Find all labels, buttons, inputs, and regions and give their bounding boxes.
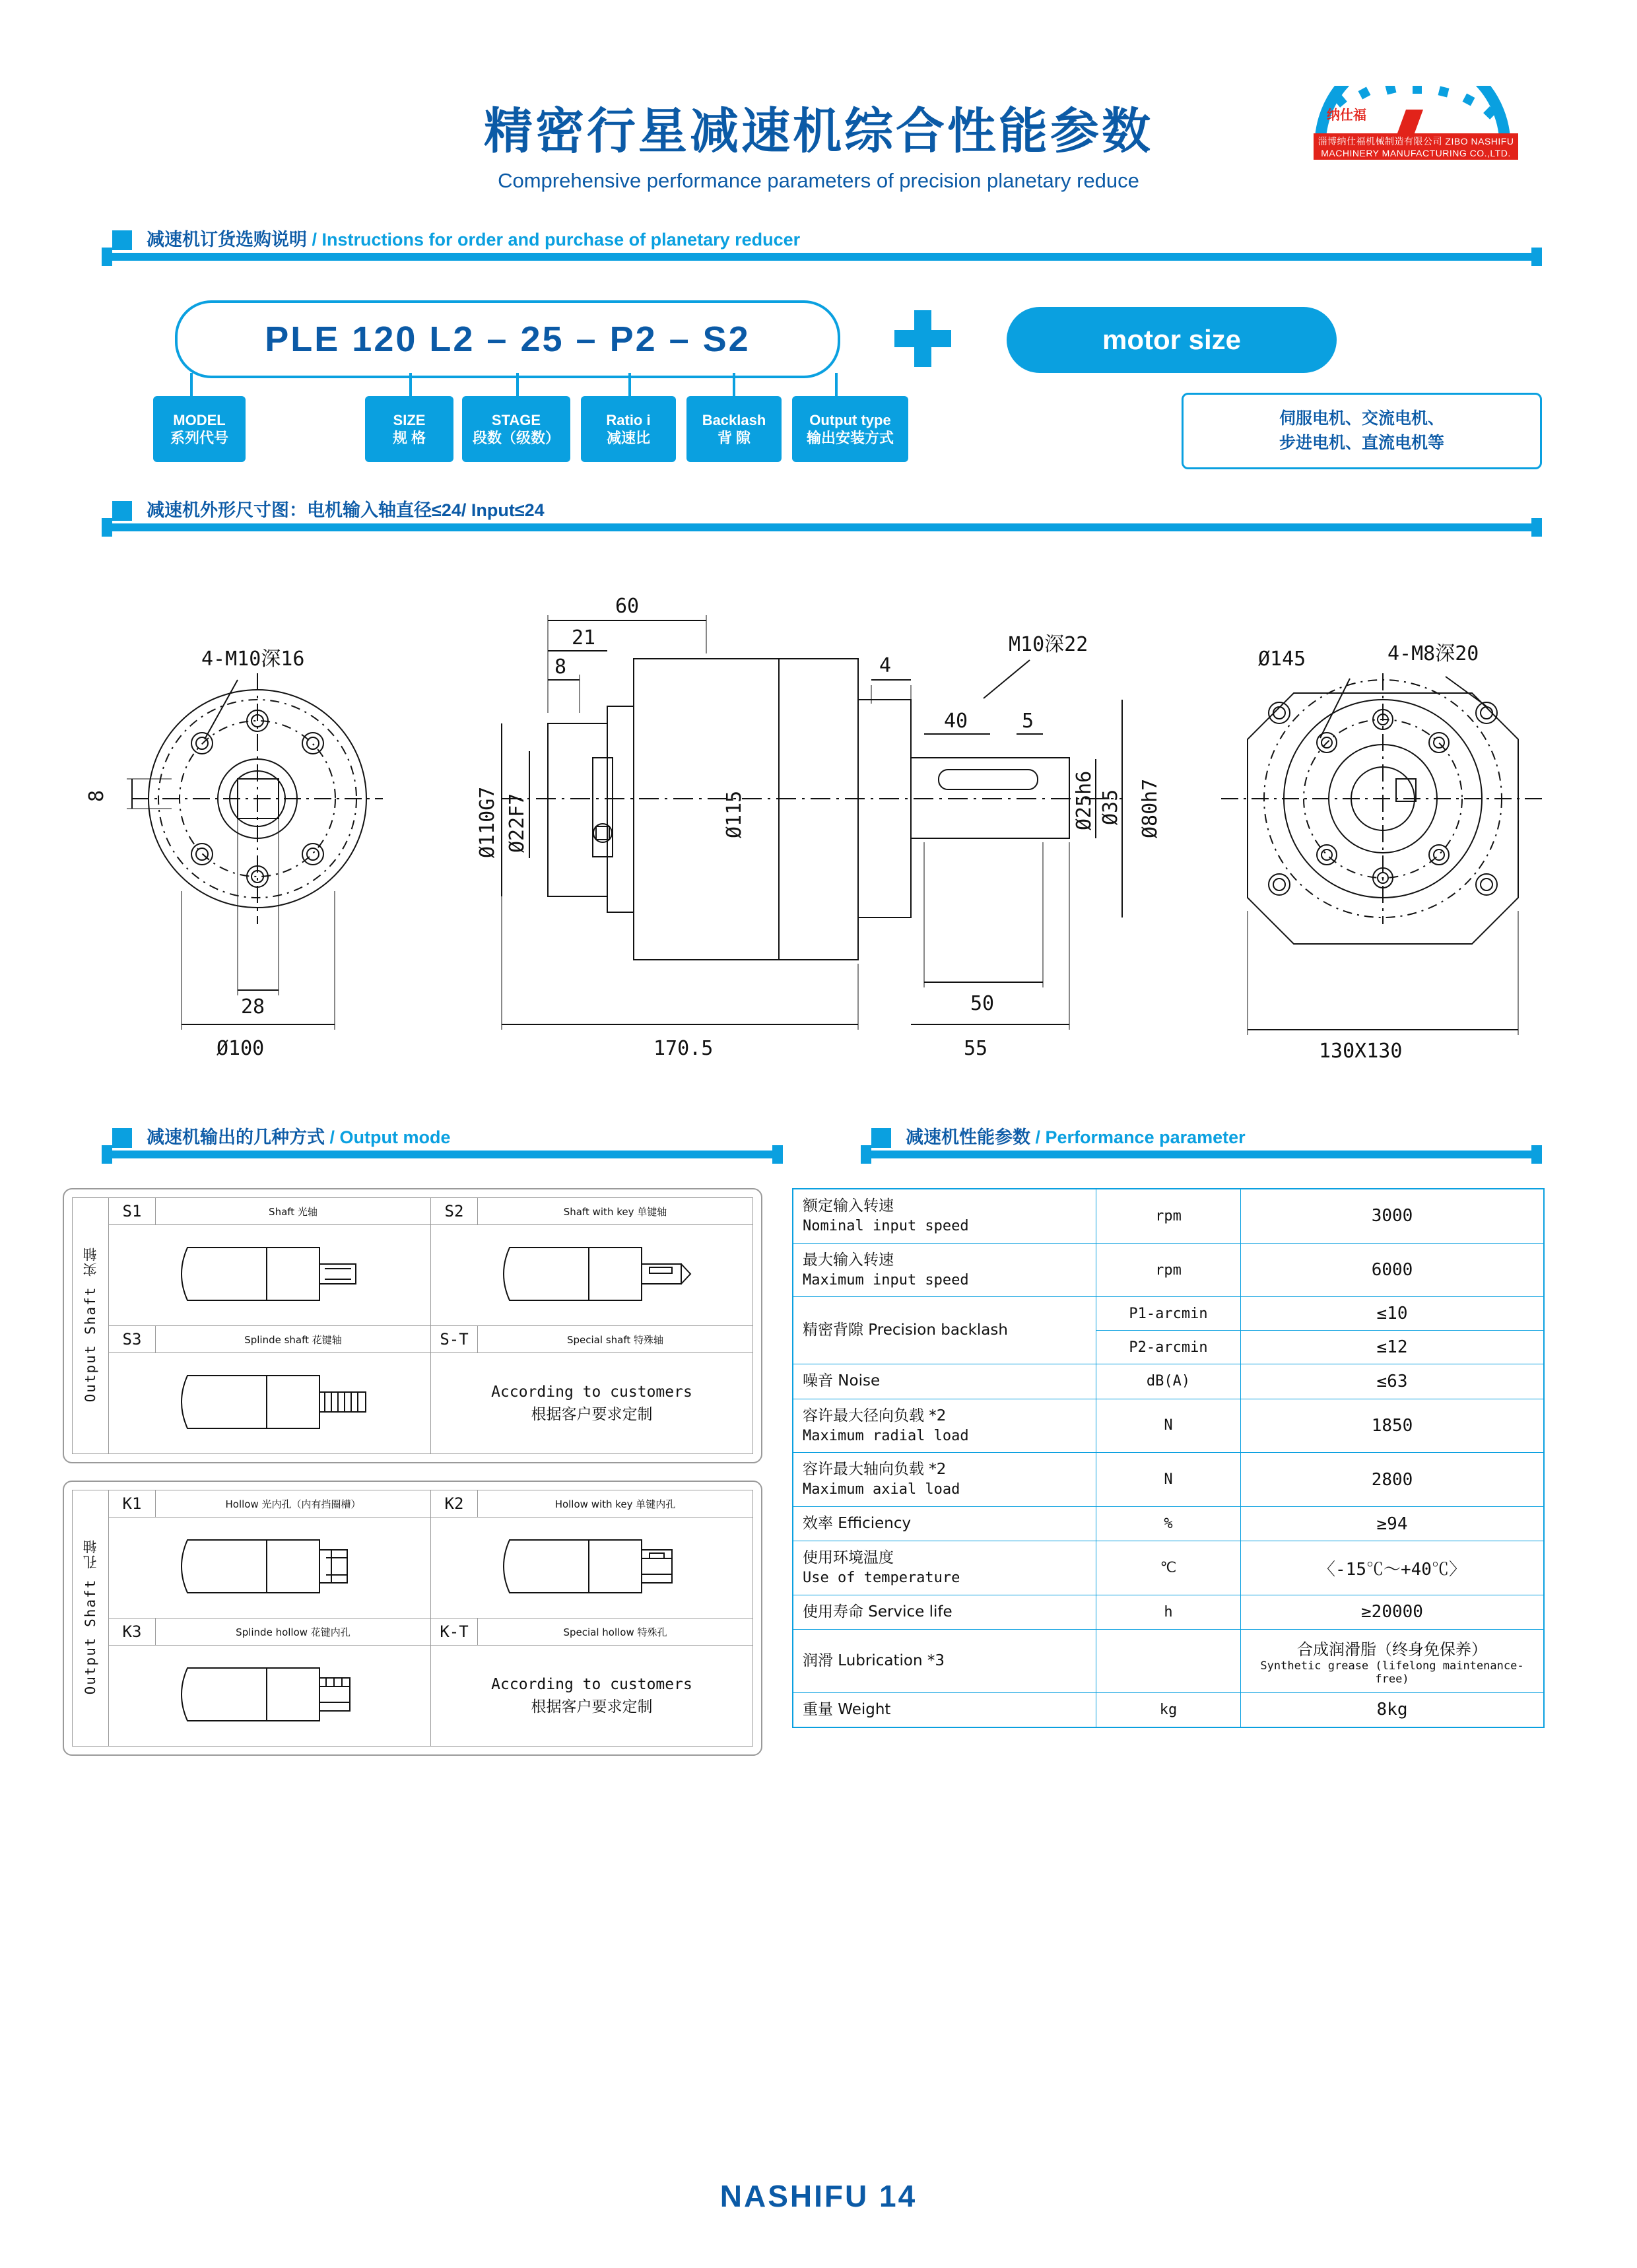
section-cap-left (861, 1145, 871, 1164)
dim-5: 5 (1022, 710, 1034, 733)
hollow-name-k1: Hollow 光内孔（内有挡圈槽） (156, 1490, 431, 1518)
perf-en-6: Maximum axial load (803, 1481, 960, 1498)
dim-8: 8 (554, 655, 567, 679)
hollow-pic-k1 (109, 1518, 431, 1618)
perf-unit-8: ℃ (1096, 1541, 1241, 1595)
motor-note: 伺服电机、交流电机、 步进电机、直流电机等 (1182, 393, 1542, 469)
output-shaft-box (63, 1188, 762, 1463)
key-25h6: Ø25h6 (1073, 770, 1096, 830)
dia-35: Ø35 (1099, 789, 1122, 825)
perf-cn-8: 使用环境温度 (803, 1549, 894, 1567)
company-logo (1307, 86, 1525, 172)
performance-table (792, 1188, 1545, 1728)
tag-line-backlash (733, 373, 735, 399)
tag-model: MODEL 系列代号 (153, 396, 246, 462)
section-marker-icon (871, 1128, 891, 1148)
shaft-pic-s3 (109, 1353, 431, 1454)
shaft-pic-s1 (109, 1225, 431, 1326)
tag-stage: STAGE 段数（级数） (462, 396, 570, 462)
right-view-bolt-note: 4-M8深20 (1387, 642, 1479, 665)
tag-backlash: Backlash 背 隙 (686, 396, 782, 462)
section-marker-icon (112, 230, 132, 250)
perf-unit-3: P2-arcmin (1096, 1331, 1241, 1364)
shaft-name-st: Special shaft 特殊轴 (478, 1326, 753, 1353)
perf-val-11: 8kg (1241, 1692, 1545, 1727)
shaft-custom-note: According to customers 根据客户要求定制 (431, 1353, 753, 1454)
section-dimension (112, 492, 1531, 534)
thread-note: M10深22 (1009, 633, 1088, 656)
output-mode-panel (63, 1188, 762, 1773)
dia-80h7: Ø80h7 (1139, 778, 1162, 838)
perf-en-1: Maximum input speed (803, 1271, 969, 1288)
perf-val-1: 6000 (1241, 1243, 1545, 1297)
dim-50: 50 (970, 992, 995, 1015)
title-en: Comprehensive performance parameters of precision planetary reduce (498, 169, 1139, 192)
section-cap-right (1531, 248, 1542, 266)
shaft-code-s2: S2 (431, 1198, 478, 1225)
logo-band: 淄博纳仕福机械制造有限公司 ZIBO NASHIFU MACHINERY MANUFACTURING CO.,LTD. (1314, 133, 1518, 160)
hollow-name-k3: Splinde hollow 花键内孔 (156, 1618, 431, 1646)
section-output-mode-title: 减速机输出的几种方式 / Output mode (147, 1127, 451, 1147)
left-view-bolt-note: 4-M10深16 (201, 648, 305, 671)
table-row (793, 1541, 1544, 1595)
section-rule (871, 1151, 1531, 1158)
perf-unit-9: h (1096, 1595, 1241, 1629)
hollow-name-kt: Special hollow 特殊孔 (478, 1618, 753, 1646)
perf-unit-11: kg (1096, 1692, 1241, 1727)
shaft-code-s1: S1 (109, 1198, 156, 1225)
hollow-pic-k2 (431, 1518, 753, 1618)
section-cap-left (102, 248, 112, 266)
tag-line-ratio (628, 373, 631, 399)
title-cn: 精密行星减速机综合性能参数 (484, 103, 1153, 160)
perf-cn-2: 精密背隙 Precision backlash (793, 1297, 1096, 1364)
dimension-drawing (40, 581, 1597, 1083)
perf-val-10: 合成润滑脂（终身免保养） (1297, 1640, 1487, 1659)
perf-cn-10: 润滑 Lubrication *3 (793, 1629, 1096, 1692)
table-row (793, 1399, 1544, 1453)
section-order (112, 221, 1531, 263)
table-row (793, 1189, 1544, 1243)
perf-val-0: 3000 (1241, 1189, 1545, 1243)
model-code-pill: PLE 120 L2 – 25 – P2 – S2 (175, 300, 840, 378)
perf-cn-1: 最大输入转速 (803, 1251, 894, 1269)
section-marker-icon (112, 501, 132, 521)
dia-115: Ø115 (723, 790, 746, 838)
dim-40: 40 (944, 710, 968, 733)
perf-unit-2: P1-arcmin (1096, 1297, 1241, 1331)
hollow-name-k2: Hollow with key 单键内孔 (478, 1490, 753, 1518)
perf-cn-6: 容许最大轴向负载 *2 (803, 1461, 947, 1479)
table-row (793, 1629, 1544, 1692)
section-performance-title: 减速机性能参数 / Performance parameter (906, 1127, 1246, 1147)
perf-unit-1: rpm (1096, 1243, 1241, 1297)
shaft-code-s3: S3 (109, 1326, 156, 1353)
perf-unit-10 (1096, 1629, 1241, 1692)
hollow-code-k3: K3 (109, 1618, 156, 1646)
section-rule (112, 1151, 772, 1158)
perf-val-5: 1850 (1241, 1399, 1545, 1453)
dim-170-5: 170.5 (653, 1037, 714, 1060)
section-marker-icon (112, 1128, 132, 1148)
section-cap-left (102, 1145, 112, 1164)
perf-unit-0: rpm (1096, 1189, 1241, 1243)
perf-val-3: ≤12 (1241, 1331, 1545, 1364)
dim-55: 55 (964, 1037, 988, 1060)
section-rule (112, 253, 1531, 261)
shaft-name-s3: Splinde shaft 花键轴 (156, 1326, 431, 1353)
perf-cn-0: 额定输入转速 (803, 1197, 894, 1215)
tag-line-stage (516, 373, 519, 399)
table-row (793, 1506, 1544, 1541)
plus-icon (894, 310, 951, 367)
section-rule (112, 523, 1531, 531)
shaft-code-st: S-T (431, 1326, 478, 1353)
hollow-code-k2: K2 (431, 1490, 478, 1518)
tag-size: SIZE 规 格 (365, 396, 453, 462)
perf-cn-11: 重量 Weight (793, 1692, 1096, 1727)
hollow-code-k1: K1 (109, 1490, 156, 1518)
section-cap-right (1531, 1145, 1542, 1164)
perf-cn-9: 使用寿命 Service life (793, 1595, 1096, 1629)
shaft-name-s2: Shaft with key 单键轴 (478, 1198, 753, 1225)
perf-cn-4: 噪音 Noise (793, 1364, 1096, 1399)
dim-4: 4 (879, 654, 892, 677)
perf-val-2: ≤10 (1241, 1297, 1545, 1331)
section-order-title: 减速机订货选购说明 / Instructions for order and purchase of planetary reducer (147, 230, 801, 250)
hollow-pic-k3 (109, 1646, 431, 1747)
tag-ratio: Ratio i 减速比 (581, 396, 676, 462)
hollow-group-label: Output Shaft 孔轴 (73, 1490, 109, 1747)
tag-line-size (409, 373, 412, 399)
perf-val-6: 2800 (1241, 1453, 1545, 1507)
perf-val-9: ≥20000 (1241, 1595, 1545, 1629)
section-dimension-title: 减速机外形尺寸图：电机输入轴直径≤24/ Input≤24 (147, 500, 545, 520)
page-footer: NASHIFU 14 (719, 2179, 918, 2213)
hollow-code-kt: K-T (431, 1618, 478, 1646)
square-dim: 130X130 (1319, 1040, 1403, 1063)
dia-145: Ø145 (1258, 648, 1306, 671)
perf-unit-5: N (1096, 1399, 1241, 1453)
table-row (793, 1364, 1544, 1399)
perf-val-4: ≤63 (1241, 1364, 1545, 1399)
logo-cn-name: 纳仕福 (1327, 108, 1366, 123)
dim-8-left: 8 (85, 789, 108, 802)
perf-unit-4: dB(A) (1096, 1364, 1241, 1399)
bore-22F7: Ø22F7 (506, 793, 529, 853)
hollow-custom-note: According to customers 根据客户要求定制 (431, 1646, 753, 1747)
section-cap-right (772, 1145, 783, 1164)
output-hollow-box (63, 1481, 762, 1756)
perf-unit-6: N (1096, 1453, 1241, 1507)
perf-val2-10: Synthetic grease (lifelong maintenance-free) (1260, 1659, 1524, 1686)
perf-val-7: ≥94 (1241, 1506, 1545, 1541)
dim-d100: Ø100 (217, 1037, 265, 1060)
tag-line-output (835, 373, 838, 399)
table-row (793, 1297, 1544, 1331)
section-cap-left (102, 518, 112, 537)
dim-60: 60 (615, 595, 640, 618)
bore-110G7: Ø110G7 (476, 786, 499, 858)
perf-cn-5: 容许最大径向负载 *2 (803, 1407, 947, 1424)
table-row (793, 1453, 1544, 1507)
shaft-name-s1: Shaft 光轴 (156, 1198, 431, 1225)
section-cap-right (1531, 518, 1542, 537)
perf-val-8: 〈-15℃～+40℃〉 (1241, 1541, 1545, 1595)
perf-en-8: Use of temperature (803, 1570, 960, 1587)
section-performance (871, 1119, 1531, 1161)
perf-en-0: Nominal input speed (803, 1218, 969, 1235)
perf-unit-7: % (1096, 1506, 1241, 1541)
tag-output-type: Output type 输出安装方式 (792, 396, 908, 462)
perf-en-5: Maximum radial load (803, 1427, 969, 1444)
section-output-mode (112, 1119, 772, 1161)
motor-size-pill: motor size (1007, 307, 1337, 373)
shaft-group-label: Output Shaft 实轴 (73, 1198, 109, 1454)
table-row (793, 1243, 1544, 1297)
table-row (793, 1692, 1544, 1727)
shaft-pic-s2 (431, 1225, 753, 1326)
dim-21: 21 (572, 626, 596, 650)
perf-cn-7: 效率 Efficiency (793, 1506, 1096, 1541)
tag-line-model (190, 373, 193, 399)
dim-28: 28 (241, 995, 265, 1018)
table-row (793, 1595, 1544, 1629)
